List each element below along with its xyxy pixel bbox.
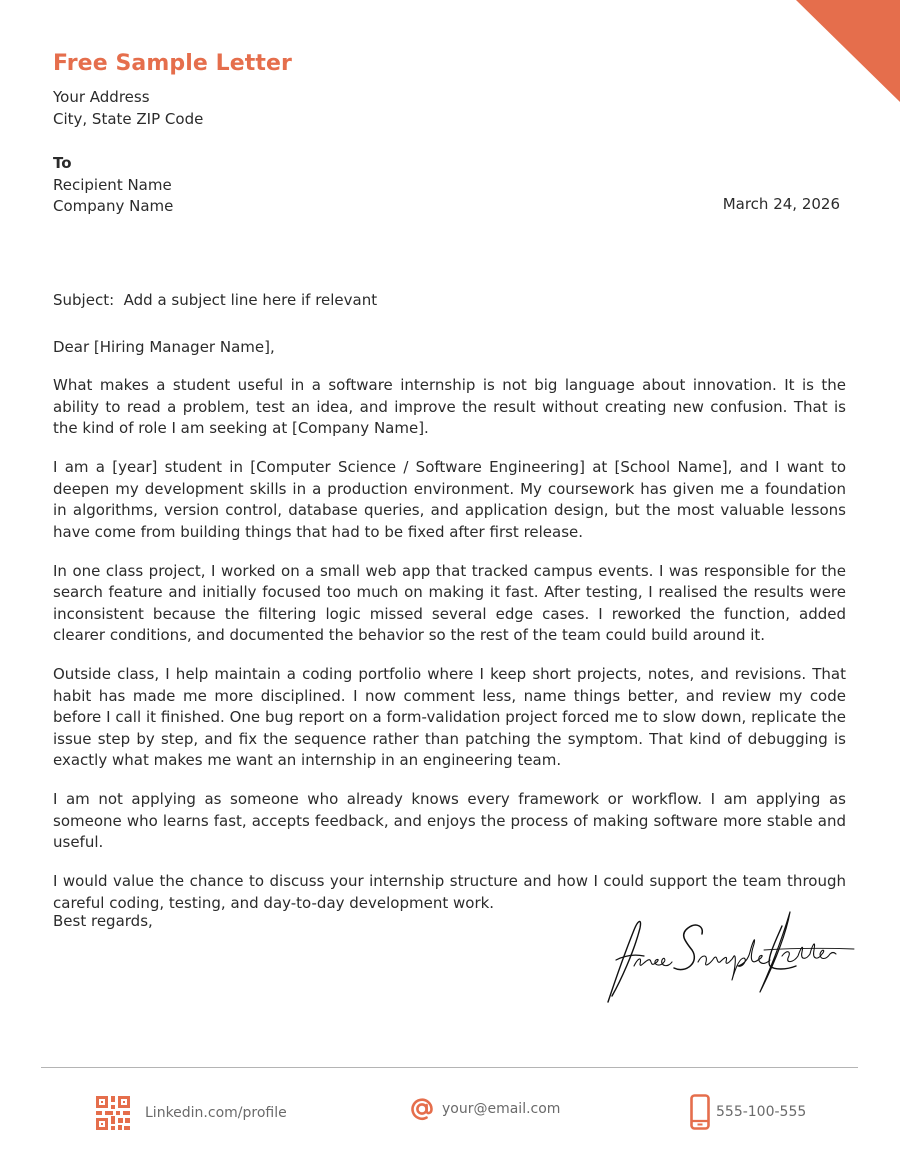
sender-city: City, State ZIP Code: [53, 109, 204, 128]
closing: [53, 911, 153, 933]
letter-body: [53, 375, 846, 932]
phone-text[interactable]: 555-100-555: [716, 1104, 807, 1120]
sender-address: Your Address: [53, 88, 150, 106]
body-paragraph: In one class project, I worked on a small web app that tracked campus events. I was responsible for the search feature and initially focused too much on making it fast. After testing, I realised the results were inconsistent because the filtering logic missed several edge cases. I reworked the function, added clearer conditions, and documented the behavior so the rest of the team could build around it.: [53, 561, 846, 644]
salutation: [53, 337, 275, 359]
to-label: To: [53, 154, 72, 172]
body-paragraph: What makes a student useful in a software internship is not big language about innovation. It is the ability to read a problem, test an idea, and improve the result without creating new confusion. That is the kind of role I am seeking at [Company Name].: [53, 376, 846, 437]
footer-linkedin: [96, 1096, 287, 1130]
body-paragraph: I am a [year] student in [Computer Science / Software Engineering] at [School Name], and I want to deepen my development skills in a production environment. My coursework has given me a foundation in algorithms, version control, database queries, and application design, but the most valuable lessons have come from building things that had to be fixed after first release.: [53, 458, 846, 541]
letterhead-title: Free Sample Letter: [53, 51, 292, 76]
recipient-company: Company Name: [53, 197, 174, 215]
body-paragraph: I would value the chance to discuss your internship structure and how I could support the team through careful coding, testing, and day-to-day development work.: [53, 872, 846, 912]
body-paragraph: I am not applying as someone who already knows every framework or workflow. I am applying as someone who learns fast, accepts feedback, and enjoys the process of making software more stable and useful.: [53, 790, 846, 851]
subject-text: Subject: Add a subject line here if relevant: [53, 291, 378, 309]
footer-phone: [690, 1094, 806, 1130]
handwritten-signature: [600, 904, 856, 1010]
at-sign-icon: [409, 1096, 435, 1122]
footer-divider: [41, 1067, 858, 1068]
letter-date: March 24, 2026: [722, 195, 840, 213]
body-paragraph: Outside class, I help maintain a coding portfolio where I keep short projects, notes, and revisions. That habit has made me more disciplined. I now comment less, name things better, and review my code before I call it finished. One bug report on a form-validation project forced me to slow down, replicate the issue step by step, and fix the sequence rather than patching the symptom. That kind of debugging is exactly what makes me want an internship in an engineering team.: [53, 665, 846, 769]
salutation-text: Dear [Hiring Manager Name],: [53, 338, 275, 356]
qr-code-icon: [96, 1096, 130, 1130]
sender-address-block: [53, 87, 203, 130]
closing-text: Best regards,: [53, 912, 153, 930]
mobile-phone-icon: [690, 1094, 710, 1130]
email-text[interactable]: your@email.com: [442, 1101, 561, 1117]
recipient-name: Recipient Name: [53, 175, 172, 194]
corner-accent-triangle: [796, 0, 900, 102]
recipient-block: [53, 153, 173, 218]
footer-email: [409, 1096, 560, 1122]
linkedin-text[interactable]: Linkedin.com/profile: [145, 1105, 287, 1121]
subject-line: [53, 290, 377, 312]
